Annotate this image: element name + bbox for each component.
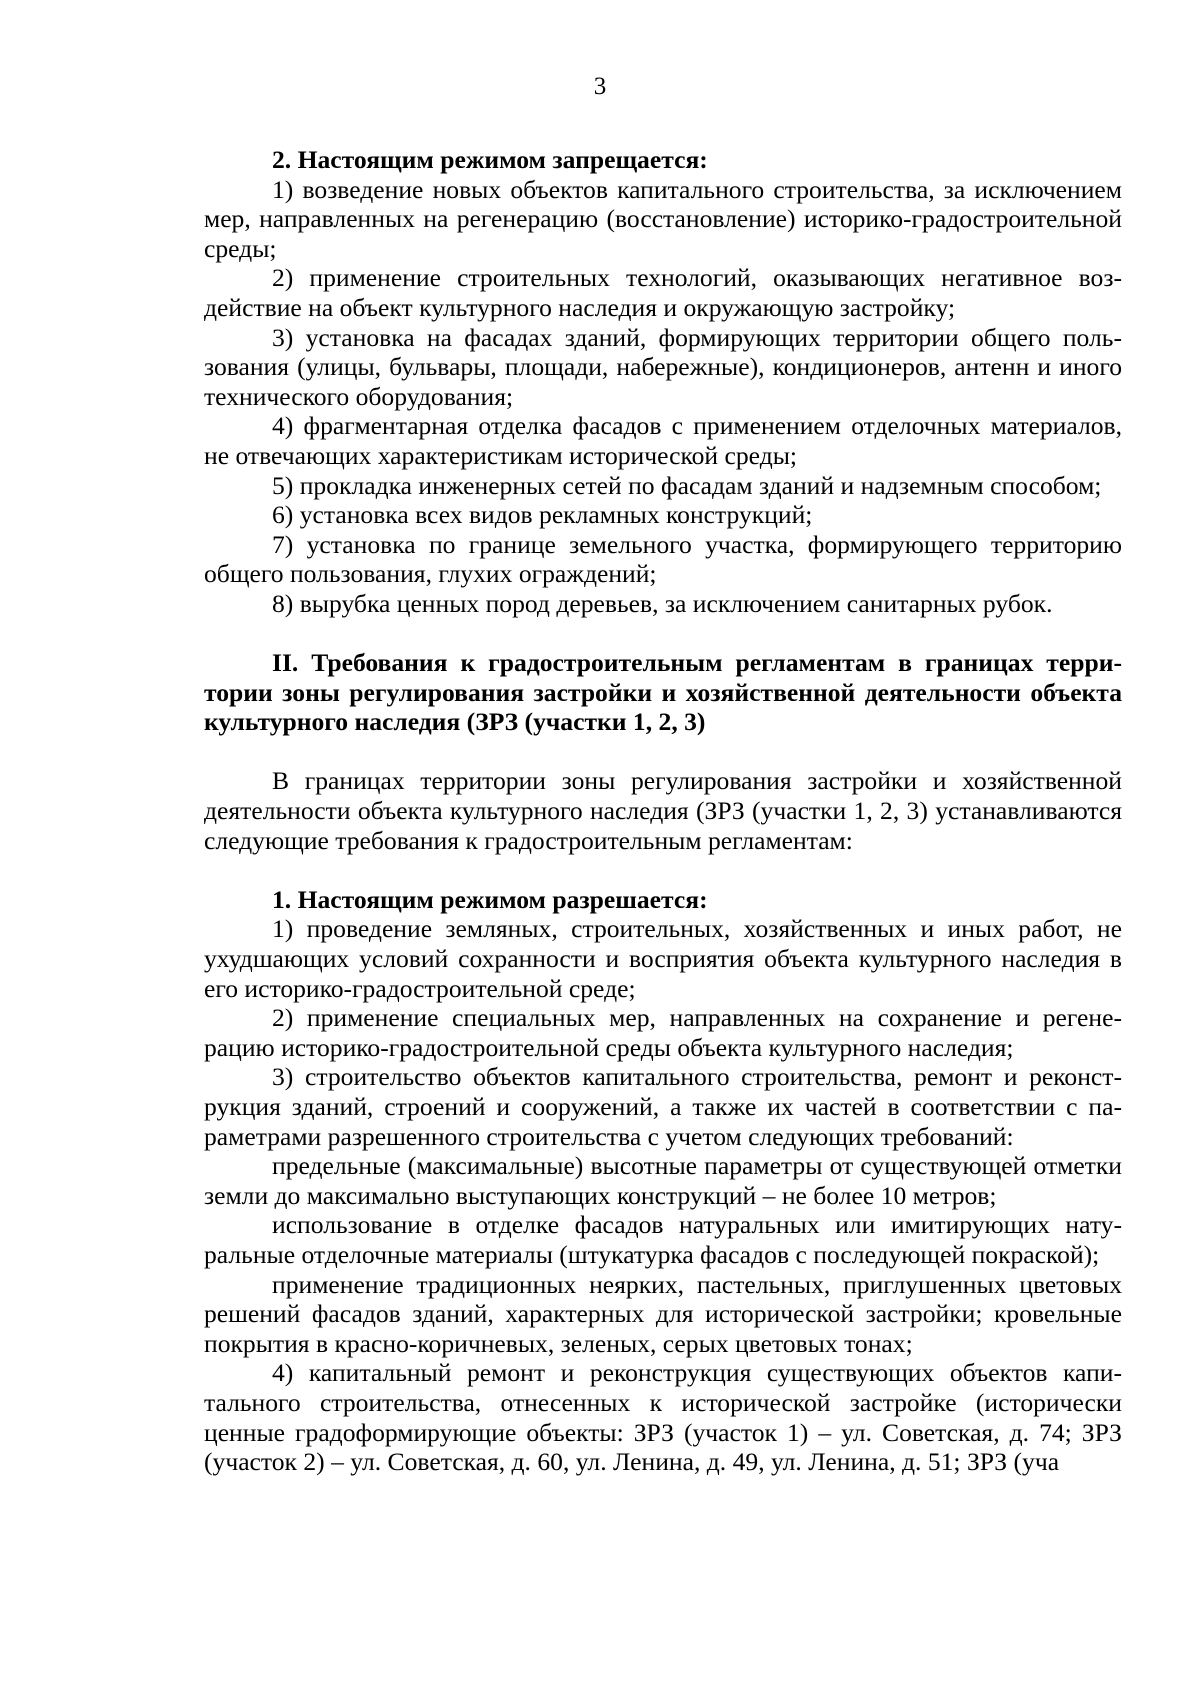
prohibition-item: 4) фрагментарная отделка фасадов с применением отделочных материалов, не отвечающих характеристикам исторической среды;: [204, 411, 1122, 470]
prohibition-item: 8) вырубка ценных пород деревьев, за исключением санитарных рубок.: [272, 588, 1053, 618]
section-2-heading: 2. Настоящим режимом запрещается:: [272, 145, 708, 174]
prohibition-item: 2) применение строительных технологий, оказывающих негативное воздействие на объект культурного наследия и окружающую застройку;: [204, 263, 1122, 322]
permission-subitem: предельные (максимальные) высотные параметры от существующей отметки земли до максимально выступающих конструкций – не более 10 метров;: [204, 1151, 1122, 1210]
permission-subitem: применение традиционных неярких, пастельных, приглушенных цветовых решений фасадов зданий, характерных для исторической застройки; кровельные покрытия в красно-коричневых, зеленых, серых цветовых тонах;: [204, 1269, 1122, 1358]
page-number: 3: [593, 73, 607, 100]
permission-item: 2) применение специальных мер, направленных на сохранение и регенерацию историко-градостроительной среды объекта культурного наследия;: [204, 1003, 1122, 1062]
prohibition-item: 1) возведение новых объектов капитального строительства, за исключением мер, направленных на регенерацию (восстановление) историко-градостроительной среды;: [204, 174, 1122, 263]
prohibition-item: 3) установка на фасадах зданий, формирующих территории общего пользования (улицы, бульвары, площади, набережные), кондиционеров, антенн и иного технического оборудования;: [204, 322, 1122, 411]
section-gap: [204, 737, 1122, 767]
permission-item: 3) строительство объектов капитального строительства, ремонт и реконструкция зданий, строений и сооружений, а также их частей в соответствии с параметрами разрешенного строительства с учетом следующих требований:: [204, 1062, 1122, 1151]
prohibition-item: 5) прокладка инженерных сетей по фасадам зданий и надземным способом;: [272, 470, 1102, 500]
section-gap: [204, 619, 1122, 649]
permission-subitem: использование в отделке фасадов натуральных или имитирующих натуральные отделочные материалы (штукатурка фасадов с последующей покраской);: [204, 1210, 1122, 1269]
section-II-heading: II. Требования к градостроительным регламентам в границах территории зоны регулирования застройки и хозяйственной деятельности объекта культурного наследия (ЗРЗ (участки 1, 2, 3): [204, 648, 1122, 737]
prohibition-item: 7) установка по границе земельного участка, формирующего территорию общего пользования, глухих ограждений;: [204, 529, 1122, 589]
prohibition-item: 6) установка всех видов рекламных конструкций;: [272, 500, 813, 530]
permission-item: 1) проведение земляных, строительных, хозяйственных и иных работ, не ухудшающих условий сохранности и восприятия объекта культурного наследия в его историко-градостроительной среде;: [204, 914, 1122, 1003]
section-gap: [204, 855, 1122, 885]
section-1-heading: 1. Настоящим режимом разрешается:: [272, 884, 708, 914]
permission-item: 4) капитальный ремонт и реконструкция существующих объектов капитального строительства, отнесенных к исторической застройке (исторически ценные градоформирующие объекты: ЗРЗ (участок 1) – ул. Советская, д. 74; ЗРЗ (участок 2) – ул. Советская, д. 60, ул. Ленина, д. 49, ул. Ленина, д. 51; ЗРЗ (уча: [204, 1358, 1122, 1477]
section-II-intro: В границах территории зоны регулирования застройки и хозяйственной деятельности объекта культурного наследия (ЗРЗ (участки 1, 2, 3) устанавливаются следующие требования к градостроительным регламентам:: [204, 766, 1122, 855]
document-body: [204, 145, 1122, 1477]
